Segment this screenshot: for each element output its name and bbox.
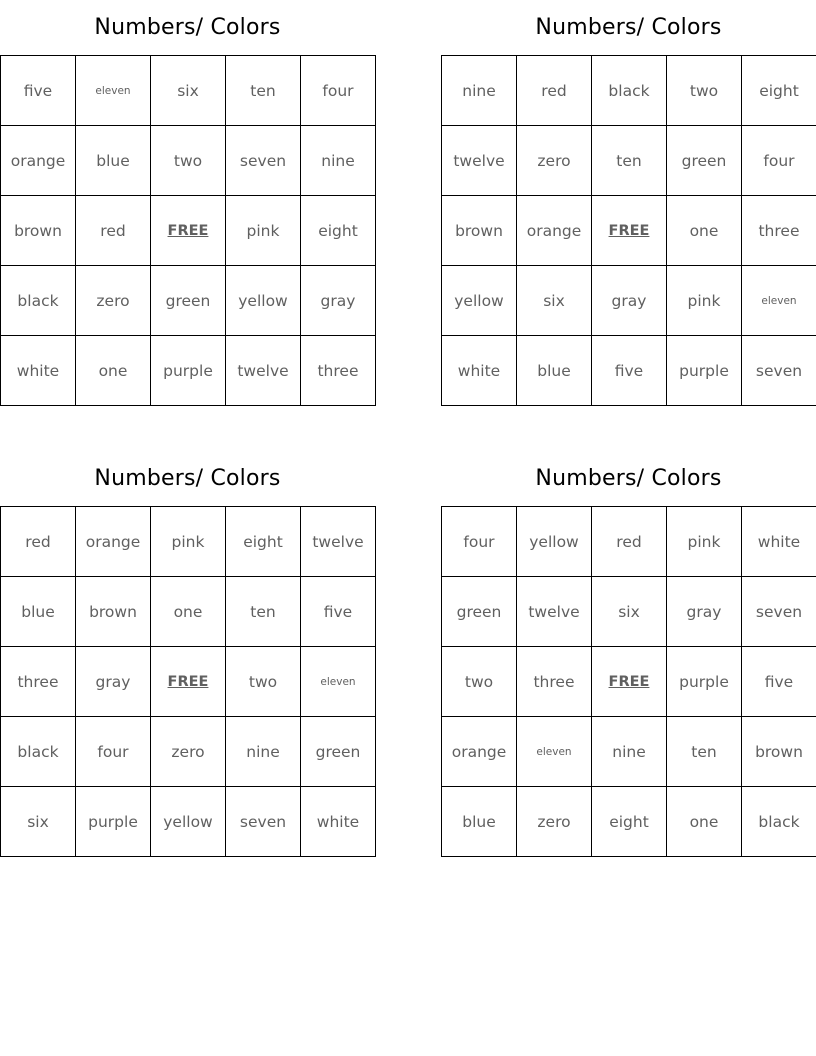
grid-cell: four (76, 717, 151, 787)
grid-row (1, 507, 376, 577)
grid-cell: three (742, 196, 816, 266)
grid-cell: nine (226, 717, 301, 787)
grid-cell: five (592, 336, 667, 406)
grid-cell: five (742, 647, 816, 717)
grid-cell: seven (226, 787, 301, 857)
grid-cell: twelve (517, 577, 592, 647)
card-title: Numbers/ Colors (94, 15, 281, 40)
grid-cell: red (592, 507, 667, 577)
grid-cell: black (1, 717, 76, 787)
grid-cell: brown (1, 196, 76, 266)
grid-cell: white (442, 336, 517, 406)
grid-cell: pink (667, 266, 742, 336)
free-cell: FREE (592, 196, 667, 266)
grid-cell: blue (1, 577, 76, 647)
bingo-grid (0, 506, 376, 857)
grid-cell: blue (76, 126, 151, 196)
grid-cell: orange (442, 717, 517, 787)
grid-row (1, 266, 376, 336)
grid-row (1, 56, 376, 126)
grid-row (442, 647, 816, 717)
grid-row (442, 196, 816, 266)
grid-row (1, 577, 376, 647)
grid-cell: four (742, 126, 816, 196)
grid-cell: white (301, 787, 376, 857)
grid-cell: three (301, 336, 376, 406)
grid-cell: five (301, 577, 376, 647)
grid-row (1, 336, 376, 406)
grid-cell: twelve (226, 336, 301, 406)
grid-cell: two (667, 56, 742, 126)
grid-row (442, 126, 816, 196)
grid-cell: two (442, 647, 517, 717)
grid-cell: nine (442, 56, 517, 126)
grid-cell: ten (226, 56, 301, 126)
grid-row (442, 507, 816, 577)
grid-cell: yellow (151, 787, 226, 857)
grid-cell: seven (742, 577, 816, 647)
grid-row (1, 126, 376, 196)
grid-cell: ten (226, 577, 301, 647)
grid-cell: one (667, 196, 742, 266)
grid-row (1, 196, 376, 266)
grid-cell: black (742, 787, 816, 857)
grid-row (442, 266, 816, 336)
grid-cell: zero (517, 787, 592, 857)
grid-cell: two (151, 126, 226, 196)
grid-cell: one (667, 787, 742, 857)
grid-cell: orange (1, 126, 76, 196)
grid-cell: gray (667, 577, 742, 647)
grid-cell: orange (517, 196, 592, 266)
bingo-grid (441, 506, 816, 857)
grid-cell: nine (301, 126, 376, 196)
grid-cell: green (442, 577, 517, 647)
grid-row (1, 787, 376, 857)
grid-cell: one (151, 577, 226, 647)
grid-cell: four (442, 507, 517, 577)
grid-cell: red (76, 196, 151, 266)
grid-cell: gray (301, 266, 376, 336)
grid-row (1, 717, 376, 787)
grid-cell: nine (592, 717, 667, 787)
grid-cell: yellow (226, 266, 301, 336)
grid-cell: purple (667, 647, 742, 717)
grid-cell: white (742, 507, 816, 577)
grid-cell: blue (442, 787, 517, 857)
grid-cell: purple (76, 787, 151, 857)
grid-cell: zero (76, 266, 151, 336)
grid-cell: green (151, 266, 226, 336)
grid-row (1, 647, 376, 717)
grid-row (442, 787, 816, 857)
grid-cell: blue (517, 336, 592, 406)
grid-cell: six (1, 787, 76, 857)
grid-row (442, 717, 816, 787)
grid-cell: three (517, 647, 592, 717)
grid-cell: zero (517, 126, 592, 196)
grid-cell: eight (301, 196, 376, 266)
grid-cell: eight (592, 787, 667, 857)
free-cell: FREE (151, 647, 226, 717)
free-cell: FREE (592, 647, 667, 717)
grid-cell: seven (226, 126, 301, 196)
grid-cell: brown (742, 717, 816, 787)
grid-cell: orange (76, 507, 151, 577)
grid-cell: two (226, 647, 301, 717)
grid-cell: black (592, 56, 667, 126)
grid-cell: eleven (76, 56, 151, 126)
grid-cell: green (667, 126, 742, 196)
grid-cell: five (1, 56, 76, 126)
grid-cell: zero (151, 717, 226, 787)
grid-row (442, 577, 816, 647)
grid-cell: red (517, 56, 592, 126)
grid-row (442, 336, 816, 406)
grid-cell: pink (667, 507, 742, 577)
bingo-card-2 (441, 0, 816, 406)
grid-cell: eight (226, 507, 301, 577)
grid-cell: purple (151, 336, 226, 406)
free-cell: FREE (151, 196, 226, 266)
grid-cell: six (151, 56, 226, 126)
grid-cell: eleven (517, 717, 592, 787)
grid-cell: white (1, 336, 76, 406)
grid-cell: gray (592, 266, 667, 336)
grid-cell: twelve (301, 507, 376, 577)
grid-cell: six (517, 266, 592, 336)
bingo-card-4 (441, 451, 816, 857)
grid-cell: seven (742, 336, 816, 406)
grid-cell: brown (442, 196, 517, 266)
grid-cell: green (301, 717, 376, 787)
card-title: Numbers/ Colors (535, 466, 722, 491)
grid-cell: red (1, 507, 76, 577)
grid-cell: three (1, 647, 76, 717)
grid-cell: black (1, 266, 76, 336)
grid-cell: gray (76, 647, 151, 717)
grid-cell: pink (151, 507, 226, 577)
grid-cell: pink (226, 196, 301, 266)
grid-cell: brown (76, 577, 151, 647)
grid-cell: ten (667, 717, 742, 787)
grid-row (442, 56, 816, 126)
grid-cell: ten (592, 126, 667, 196)
grid-cell: yellow (517, 507, 592, 577)
grid-cell: four (301, 56, 376, 126)
grid-cell: twelve (442, 126, 517, 196)
grid-cell: eleven (742, 266, 816, 336)
bingo-grid (441, 55, 816, 406)
bingo-card-3 (0, 451, 375, 857)
grid-cell: yellow (442, 266, 517, 336)
card-title: Numbers/ Colors (94, 466, 281, 491)
grid-cell: purple (667, 336, 742, 406)
grid-cell: eight (742, 56, 816, 126)
bingo-card-1 (0, 0, 375, 406)
grid-cell: six (592, 577, 667, 647)
card-title: Numbers/ Colors (535, 15, 722, 40)
grid-cell: eleven (301, 647, 376, 717)
grid-cell: one (76, 336, 151, 406)
bingo-grid (0, 55, 376, 406)
